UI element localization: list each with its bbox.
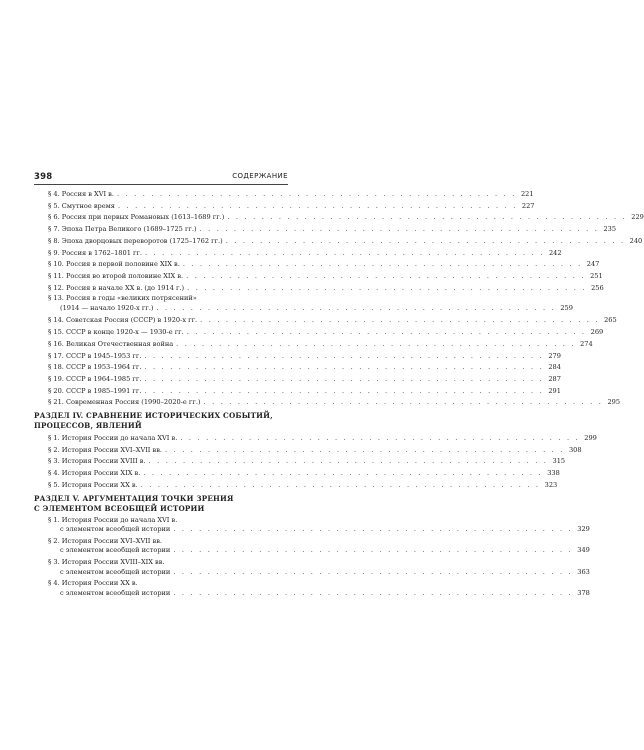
toc-entry-page: 256: [591, 283, 604, 292]
toc-entry: § 14. Советская Россия (СССР) в 1920-х гг. . . . . . . . . . . . . . . . . . . . . . . . . . . . . . . . . . . . . . . . . . . . . . . . 265: [34, 315, 288, 327]
toc-entry-page: 227: [521, 201, 535, 210]
toc-entry: § 4. История России XIX в. . . . . . . . . . . . . . . . . . . . . . . . . . . . . . . . . . . . . . . . . . . . . . . . 338: [34, 468, 288, 480]
toc-entry-page: 308: [568, 445, 582, 454]
toc-entry-page: 323: [544, 480, 558, 489]
toc-entry-label: § 3. История России XVIII–XIX вв.: [48, 557, 165, 566]
toc-entry-multiline: § 13. Россия в годы «великих потрясений» (1914 — начало 1920-х гг.) . . . . . . . . . . . . . . . . . . . . . . . . . . . . . . . . . . . . . . . . . . . . . . . 259: [48, 294, 573, 313]
toc-group-part1: [34, 189, 644, 294]
toc-entry-page: 235: [603, 225, 617, 234]
toc-entry-page: 349: [577, 546, 590, 555]
toc-entry: § 20. СССР в 1985–1991 гг. . . . . . . . . . . . . . . . . . . . . . . . . . . . . . . . . . . . . . . . . . . . . . . . 291: [34, 386, 288, 398]
toc-entry: § 18. СССР в 1953–1964 гг. . . . . . . . . . . . . . . . . . . . . . . . . . . . . . . . . . . . . . . . . . . . . . . . 284: [34, 362, 288, 374]
toc-entry: § 17. СССР в 1945–1953 гг. . . . . . . . . . . . . . . . . . . . . . . . . . . . . . . . . . . . . . . . . . . . . . . . 279: [34, 351, 288, 363]
toc-entry: § 12. Россия в начале XX в. (до 1914 г.) . . . . . . . . . . . . . . . . . . . . . . . . . . . . . . . . . . . . . . . . . . . . . . . 256: [34, 283, 288, 295]
running-title: СОДЕРЖАНИЕ: [232, 172, 288, 180]
toc-entry-multiline: § 4. История России XX в. с элементом всеобщей истории . . . . . . . . . . . . . . . . . . . . . . . . . . . . . . . . . . . . . . . . . . . . . . . 378: [48, 578, 590, 597]
toc-entry-label: § 5. Смутное время: [48, 201, 115, 210]
toc-entry-label-cont: с элементом всеобщей истории: [60, 525, 171, 534]
toc-entry: § 10. Россия в первой половине XIX в. . . . . . . . . . . . . . . . . . . . . . . . . . . . . . . . . . . . . . . . . . . . . . . . 247: [34, 259, 288, 271]
toc-entry: § 16. Великая Отечественная война . . . . . . . . . . . . . . . . . . . . . . . . . . . . . . . . . . . . . . . . . . . . . . . 274: [34, 339, 288, 351]
toc-entry-page: 291: [548, 386, 561, 395]
toc-entry-label: § 21. Современная Россия (1990–2020-е гг.): [48, 398, 201, 407]
toc-entry-label: § 14. Советская Россия (СССР) в 1920-х гг.: [48, 316, 198, 325]
page-header: [34, 172, 288, 185]
toc-entry-label-cont: с элементом всеобщей истории: [60, 567, 171, 576]
toc-entry-page: 242: [548, 248, 562, 257]
page-number: 398: [34, 172, 53, 182]
toc-entry: § 8. Эпоха дворцовых переворотов (1725–1762 гг.) . . . . . . . . . . . . . . . . . . . . . . . . . . . . . . . . . . . . . . . . . . . . . . . 240: [34, 236, 288, 248]
toc-entry-page: 240: [629, 236, 643, 245]
toc-entry: § 2. История России XVI–XVII вв. . . . . . . . . . . . . . . . . . . . . . . . . . . . . . . . . . . . . . . . . . . . . . . . 308: [34, 445, 288, 457]
toc-entry: § 5. История России XX в. . . . . . . . . . . . . . . . . . . . . . . . . . . . . . . . . . . . . . . . . . . . . . . . 323: [34, 480, 288, 492]
toc-entry-page: 269: [590, 328, 604, 337]
toc-entry-label: § 16. Великая Отечественная война: [48, 339, 174, 348]
toc-entry-page: 338: [547, 469, 560, 478]
toc-entry-label: § 2. История России XVI–XVII вв.: [48, 445, 163, 454]
section-5-title: РАЗДЕЛ V. АРГУМЕНТАЦИЯ ТОЧКИ ЗРЕНИЯ С ЭЛЕМЕНТОМ ВСЕОБЩЕЙ ИСТОРИИ: [34, 493, 234, 513]
toc-entry-page: 315: [552, 457, 566, 466]
toc-entry-label: § 4. Россия в XVI в.: [48, 190, 114, 198]
toc-entry-page: 259: [560, 304, 573, 313]
toc-entry: § 9. Россия в 1762–1801 гг. . . . . . . . . . . . . . . . . . . . . . . . . . . . . . . . . . . . . . . . . . . . . . . . 242: [34, 248, 288, 260]
toc-entry-multiline: § 3. История России XVIII–XIX вв. с элементом всеобщей истории . . . . . . . . . . . . . . . . . . . . . . . . . . . . . . . . . . . . . . . . . . . . . . . 363: [48, 557, 590, 576]
toc-entry-label: § 4. История России XX в.: [48, 578, 138, 587]
toc-entry: § 4. Россия в XVI в. . . . . . . . . . . . . . . . . . . . . . . . . . . . . . . . . . . . . . . . . . . . . . . . 221: [34, 189, 288, 201]
toc-entry-page: 295: [607, 398, 621, 407]
toc-entry-page: 284: [548, 363, 561, 372]
toc-entry-label: § 3. История России XVIII в.: [48, 457, 146, 466]
toc-entry-page: 299: [584, 434, 597, 443]
toc-entry-page: 279: [548, 351, 561, 360]
toc-group-part2: [34, 315, 621, 409]
toc-entry-label: § 2. История России XVI–XVII вв.: [48, 536, 163, 545]
toc-entry: § 6. Россия при первых Романовых (1613–1689 гг.) . . . . . . . . . . . . . . . . . . . . . . . . . . . . . . . . . . . . . . . . . . . . . . . 229: [34, 212, 288, 224]
section-4-title: РАЗДЕЛ IV. СРАВНЕНИЕ ИСТОРИЧЕСКИХ СОБЫТИЙ, ПРОЦЕССОВ, ЯВЛЕНИЙ: [34, 411, 273, 431]
toc-entry-label-cont: с элементом всеобщей истории: [60, 588, 171, 597]
toc-entry: § 15. СССР в конце 1920-х — 1930-е гг. . . . . . . . . . . . . . . . . . . . . . . . . . . . . . . . . . . . . . . . . . . . . . . . 269: [34, 327, 288, 339]
toc-entry-multiline: § 1. История России до начала XVI в. с элементом всеобщей истории . . . . . . . . . . . . . . . . . . . . . . . . . . . . . . . . . . . . . . . . . . . . . . . 329: [48, 515, 590, 534]
toc-entry-label-cont: с элементом всеобщей истории: [60, 546, 171, 555]
toc-entry: § 3. История России XVIII в. . . . . . . . . . . . . . . . . . . . . . . . . . . . . . . . . . . . . . . . . . . . . . . . 315: [34, 456, 288, 468]
toc-entry-page: 265: [604, 316, 617, 325]
toc-entry: § 21. Современная Россия (1990–2020-е гг.) . . . . . . . . . . . . . . . . . . . . . . . . . . . . . . . . . . . . . . . . . . . . . . . 295: [34, 397, 288, 409]
toc-entry-label: § 7. Эпоха Петра Великого (1689–1725 гг.): [48, 225, 197, 234]
toc-entry-page: 229: [631, 213, 644, 222]
toc-entry-label: § 12. Россия в начале XX в. (до 1914 г.): [48, 283, 185, 292]
toc-entry-multiline: § 2. История России XVI–XVII вв. с элементом всеобщей истории . . . . . . . . . . . . . . . . . . . . . . . . . . . . . . . . . . . . . . . . . . . . . . . 349: [48, 536, 590, 555]
toc-entry-label: § 1. История России до начала XVI в.: [48, 515, 178, 524]
toc-entry-page: 363: [577, 567, 590, 576]
toc-entry: § 7. Эпоха Петра Великого (1689–1725 гг.) . . . . . . . . . . . . . . . . . . . . . . . . . . . . . . . . . . . . . . . . . . . . . . . 235: [34, 224, 288, 236]
toc-entry-label: § 20. СССР в 1985–1991 гг.: [48, 386, 142, 395]
toc-entry: § 5. Смутное время . . . . . . . . . . . . . . . . . . . . . . . . . . . . . . . . . . . . . . . . . . . . . . . 227: [34, 201, 288, 213]
toc-entry-page: 287: [548, 374, 561, 383]
toc-entry-label: § 8. Эпоха дворцовых переворотов (1725–1762 гг.): [48, 236, 223, 245]
toc-group-section4: [34, 433, 597, 492]
toc-group-section5: [34, 515, 590, 599]
toc-entry-label: § 10. Россия в первой половине XIX в.: [48, 260, 180, 269]
toc-entry-page: 274: [580, 339, 593, 348]
toc-entry-label: § 13. Россия в годы «великих потрясений»: [48, 294, 197, 303]
toc-entry-label: § 17. СССР в 1945–1953 гг.: [48, 351, 142, 360]
table-of-contents: [34, 189, 644, 600]
toc-entry-label: § 4. История России XIX в.: [48, 469, 141, 478]
toc-entry-label-cont: (1914 — начало 1920-х гг.): [60, 304, 154, 313]
toc-entry-label: § 6. Россия при первых Романовых (1613–1689 гг.): [48, 213, 225, 222]
toc-entry-label: § 5. История России XX в.: [48, 480, 138, 489]
toc-entry-label: § 9. Россия в 1762–1801 гг.: [48, 248, 142, 257]
toc-entry: § 1. История России до начала XVI в. . . . . . . . . . . . . . . . . . . . . . . . . . . . . . . . . . . . . . . . . . . . . . . . 299: [34, 433, 288, 445]
toc-entry-page: 251: [590, 271, 603, 280]
toc-entry-page: 247: [586, 260, 600, 269]
toc-entry-page: 329: [577, 525, 590, 534]
toc-entry-label: § 15. СССР в конце 1920-х — 1930-е гг.: [48, 328, 184, 337]
toc-entry-label: § 1. История России до начала XVI в.: [48, 434, 178, 443]
toc-entry-page: 221: [520, 190, 534, 198]
toc-entry-label: § 18. СССР в 1953–1964 гг.: [48, 363, 142, 372]
toc-entry: § 19. СССР в 1964–1985 гг. . . . . . . . . . . . . . . . . . . . . . . . . . . . . . . . . . . . . . . . . . . . . . . . 287: [34, 374, 288, 386]
toc-entry-label: § 11. Россия во второй половине XIX в.: [48, 271, 184, 280]
toc-entry-page: 378: [577, 588, 590, 597]
toc-entry: § 11. Россия во второй половине XIX в. . . . . . . . . . . . . . . . . . . . . . . . . . . . . . . . . . . . . . . . . . . . . . . . 251: [34, 271, 288, 283]
toc-entry-label: § 19. СССР в 1964–1985 гг.: [48, 374, 142, 383]
